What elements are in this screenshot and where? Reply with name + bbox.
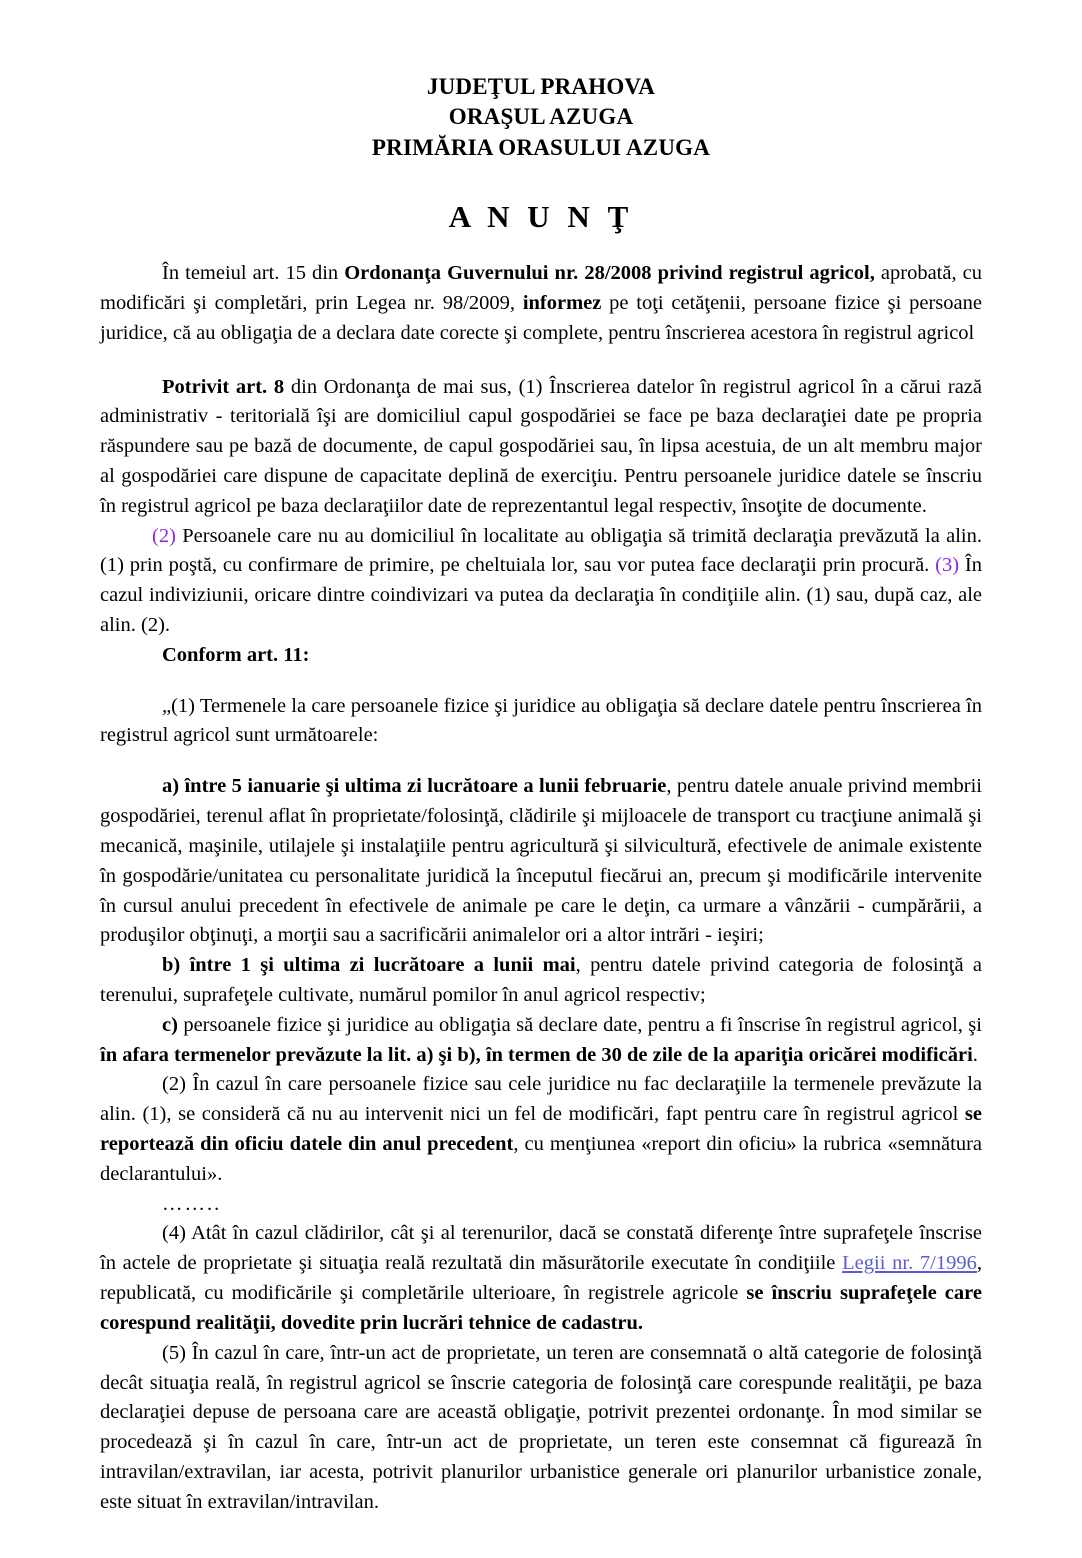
paragraph-quote-1: „(1) Termenele la care persoanele fizice şi juridice au obligaţia să declare datele pentru înscrierea în registrul agricol sunt următoarele: bbox=[100, 694, 982, 747]
intro-bold-ordonanta: Ordonanţa Guvernului nr. 28/2008 privind registrul agricol, bbox=[344, 262, 875, 285]
item-b-heading: b) între 1 şi ultima zi lucrătoare a lunii mai bbox=[162, 954, 576, 977]
paragraph-conform-art11 bbox=[100, 641, 982, 671]
art8-text: din Ordonanţa de mai sus, (1) Înscrierea datelor în registrul agricol în a cărui rază administrativ - teritorială îşi are domiciliul capul gospodăriei se face pe baza declaraţiei date pe propria răspundere sau pe bază de documente, de capul gospodăriei sau, în lipsa acestuia, de un alt membru major al gospodăriei care dispune de capacitate deplină de exerciţiu. Pentru persoanele juridice datele se înscriu în registrul agricol pe baza declaraţiilor date de reprezentantul legal respectiv, însoţite de documente. bbox=[100, 375, 982, 517]
alin2b-bold: se reportează din oficiu datele din anul precedent bbox=[100, 1103, 982, 1156]
paragraph-item-a bbox=[100, 772, 982, 951]
intro-text-2: aprobată, cu modificări şi completări, prin Legea nr. 98/2009, bbox=[100, 262, 982, 314]
alin2b-text-2: , cu menţiunea «report din oficiu» la rubrica «semnătura declarantului». bbox=[100, 1133, 982, 1185]
paragraph-alin5: (5) În cazul în care, într-un act de proprietate, un teren are consemnată o altă categorie de folosinţă decât situaţia reală, în registrul agricol se înscrie categoria de folosinţă care corespunde realităţii, pe baza declaraţiei depuse de persoana care are această obligaţie, potrivit prezentei ordonanţe. În mod similar se procedează şi în cazul în care, într-un act de proprietate, un teren este consemnat că figurează în intravilan/extravilan, iar acesta, potrivit planurilor urbanistice generale ori planurilor urbanistice zonale, este situat în extravilan/intravilan. bbox=[100, 1341, 982, 1513]
item-c-marker: c) bbox=[162, 1013, 178, 1036]
alin2-text: Persoanele care nu au domiciliul în localitate au obligaţia să trimită declaraţia prevăzută la alin. (1) prin poştă, cu confirmare de primire, pe cheltuiala lor, sau vor putea face declaraţii prin procură. bbox=[100, 524, 982, 577]
alin2b-text-1: (2) În cazul în care persoanele fizice sau cele juridice nu fac declaraţiile la termenele prevăzute la alin. (1), se consideră că nu au intervenit nici un fel de modificări, fapt pentru care în registrul agricol bbox=[100, 1073, 982, 1126]
header-county: JUDEŢUL PRAHOVA bbox=[426, 74, 656, 99]
document-body bbox=[100, 259, 982, 1518]
legii-7-1996-link[interactable]: Legii nr. 7/1996 bbox=[842, 1252, 977, 1275]
item-a-heading: a) între 5 ianuarie şi ultima zi lucrătoare a lunii februarie bbox=[162, 775, 667, 798]
item-c-bold-deadline: în afara termenelor prevăzute la lit. a) şi b), în termen de 30 de zile de la apariţia oricărei modificări bbox=[100, 1043, 973, 1066]
page-title: A N U N Ţ bbox=[448, 199, 634, 235]
alin2-marker: (2) bbox=[152, 524, 176, 547]
item-c-text-2: . bbox=[972, 1043, 978, 1066]
paragraph-intro bbox=[100, 259, 982, 348]
paragraph-alin2 bbox=[100, 522, 982, 641]
item-a-text: , pentru datele anuale privind membrii gospodăriei, terenul aflat în proprietate/folosinţă, clădirile şi mijloacele de transport cu tracţiune animală şi mecanică, maşinile, utilajele şi instalaţiile pentru agricultură şi silvicultură, efectivele de animale existente în gospodărie/unitatea cu personalitate juridică la începutul fiecărui an, precum şi modificările intervenite în cursul anului precedent în efectivele de animale pe care le deţin, ca urmare a vânzării - cumpărării, a produşilor obţinuţi, a morţii sau a sacrificării animalelor ori a altor intrări - ieşiri; bbox=[100, 775, 982, 947]
item-b-text: , pentru datele privind categoria de folosinţă a terenului, suprafeţele cultivate, numărul pomilor în anul agricol respectiv; bbox=[100, 954, 982, 1006]
paragraph-ellipsis: …….. bbox=[162, 1192, 222, 1215]
alin4-bold: se înscriu suprafeţele care corespund realităţii, dovedite prin lucrări tehnice de cadastru. bbox=[100, 1282, 982, 1334]
header-city: ORAŞUL AZUGA bbox=[448, 104, 634, 130]
paragraph-alin4 bbox=[100, 1219, 982, 1338]
paragraph-art8 bbox=[100, 373, 982, 522]
intro-bold-informez: informez bbox=[522, 291, 602, 314]
alin3-marker: (3) bbox=[935, 554, 960, 577]
alin4-text-2: , republicată, cu modificările şi completările ulterioare, în registrele agricole bbox=[100, 1252, 983, 1305]
intro-text-3: pe toţi cetăţenii, persoane fizice şi persoane juridice, că au obligaţia de a declara date corecte şi complete, pentru înscrierea acestora în registrul agricol bbox=[100, 291, 982, 344]
alin4-text-1: (4) Atât în cazul clădirilor, cât şi al terenurilor, dacă se constată diferenţe între suprafeţele înscrise în actele de proprietate şi situaţia reală rezultată din măsurătorile executate în condiţiile bbox=[100, 1222, 982, 1275]
document-header bbox=[100, 72, 982, 163]
header-institution: PRIMĂRIA ORASULUI AZUGA bbox=[371, 134, 711, 160]
art8-heading: Potrivit art. 8 bbox=[162, 375, 285, 398]
alin3-text: În cazul indiviziunii, oricare dintre coindivizari va putea da declaraţia în condiţiile alin. (1) sau, după caz, ale alin. (2). bbox=[100, 554, 982, 637]
paragraph-alin2b bbox=[100, 1070, 982, 1189]
conform-art11-heading: Conform art. 11: bbox=[162, 643, 310, 666]
paragraph-item-b bbox=[100, 951, 982, 1011]
paragraph-item-c bbox=[100, 1011, 982, 1071]
item-c-text-1: persoanele fizice şi juridice au obligaţia să declare date, pentru a fi înscrise în registrul agricol, şi bbox=[177, 1013, 982, 1036]
intro-text-1: În temeiul art. 15 din bbox=[162, 262, 345, 285]
